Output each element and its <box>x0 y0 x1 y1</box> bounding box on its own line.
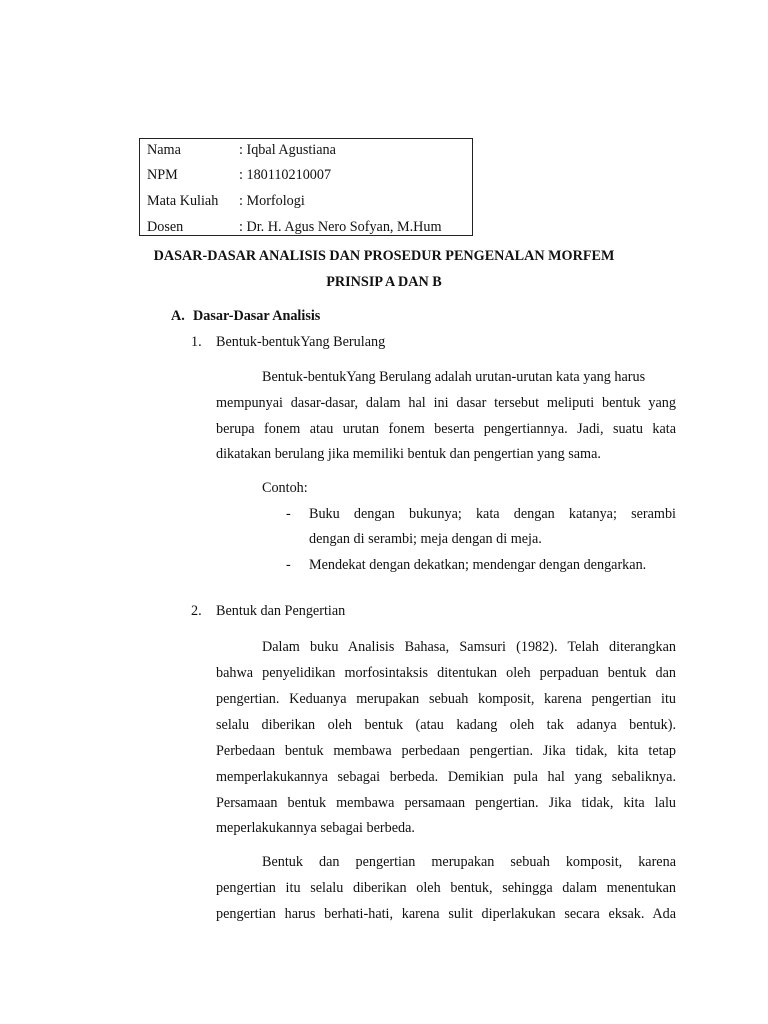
bullet-line: Mendekat dengan dekatkan; mendengar dengan dengarkan. <box>309 557 647 573</box>
subsection-number: 1. <box>191 334 202 350</box>
identity-value: : Morfologi <box>239 193 305 209</box>
document-title-line-2: PRINSIP A DAN B <box>326 274 442 290</box>
bullet-marker: - <box>286 557 291 573</box>
paragraph-line: bahwa penyelidikan morfosintaksis ditentukan oleh perpaduan bentuk dan <box>216 665 676 681</box>
paragraph-line: Perbedaan bentuk membawa perbedaan pengertian. Jika tidak, kita tetap <box>216 743 676 759</box>
document-title-line-1: DASAR-DASAR ANALISIS DAN PROSEDUR PENGENALAN MORFEM <box>153 248 615 264</box>
paragraph-line: meperlakukannya sebagai berbeda. <box>216 820 415 836</box>
bullet-line: Buku dengan bukunya; kata dengan katanya; serambi <box>309 506 676 522</box>
identity-label: Dosen <box>147 219 184 235</box>
paragraph-line: Bentuk dan pengertian merupakan sebuah komposit, karena <box>262 854 676 870</box>
subsection-title: Bentuk-bentukYang Berulang <box>216 334 386 350</box>
subsection-number: 2. <box>191 603 202 619</box>
paragraph-line: pengertian. Keduanya merupakan sebuah komposit, karena pengertian itu <box>216 691 676 707</box>
paragraph-line: mempunyai dasar-dasar, dalam hal ini dasar tersebut meliputi bentuk yang <box>216 395 676 411</box>
identity-label: Nama <box>147 142 181 158</box>
bullet-line: dengan di serambi; meja dengan di meja. <box>309 531 542 547</box>
paragraph-line: pengertian harus berhati-hati, karena sulit diperlakukan secara eksak. Ada <box>216 906 676 922</box>
section-title: Dasar-Dasar Analisis <box>193 308 321 324</box>
identity-label: Mata Kuliah <box>147 193 219 209</box>
section-heading <box>171 308 320 325</box>
subsection-heading-1 <box>191 334 385 351</box>
identity-value: : Iqbal Agustiana <box>239 142 336 158</box>
identity-box <box>139 138 473 236</box>
paragraph-line: Persamaan bentuk membawa persamaan pengertian. Jika tidak, kita lalu <box>216 795 676 811</box>
paragraph-line: berupa fonem atau urutan fonem beserta pengertiannya. Jadi, suatu kata <box>216 421 676 437</box>
example-label: Contoh: <box>262 480 308 496</box>
identity-value: : 180110210007 <box>239 167 332 183</box>
paragraph-line: memperlakukannya sebagai berbeda. Demikian pula hal yang sebaliknya. <box>216 769 676 785</box>
subsection-heading-2 <box>191 603 345 620</box>
paragraph-line: selalu diberikan oleh bentuk (atau kadang oleh tak adanya bentuk). <box>216 717 676 733</box>
subsection-title: Bentuk dan Pengertian <box>216 603 346 619</box>
section-letter: A. <box>171 308 185 324</box>
paragraph-line: pengertian itu selalu diberikan oleh bentuk, sehingga dalam menentukan <box>216 880 676 896</box>
identity-value: : Dr. H. Agus Nero Sofyan, M.Hum <box>239 219 442 235</box>
identity-label: NPM <box>147 167 178 183</box>
paragraph-line: Bentuk-bentukYang Berulang adalah urutan-urutan kata yang harus <box>262 369 646 385</box>
bullet-marker: - <box>286 506 291 522</box>
paragraph-line: dikatakan berulang jika memiliki bentuk dan pengertian yang sama. <box>216 446 601 462</box>
paragraph-line: Dalam buku Analisis Bahasa, Samsuri (1982). Telah diterangkan <box>262 639 676 655</box>
